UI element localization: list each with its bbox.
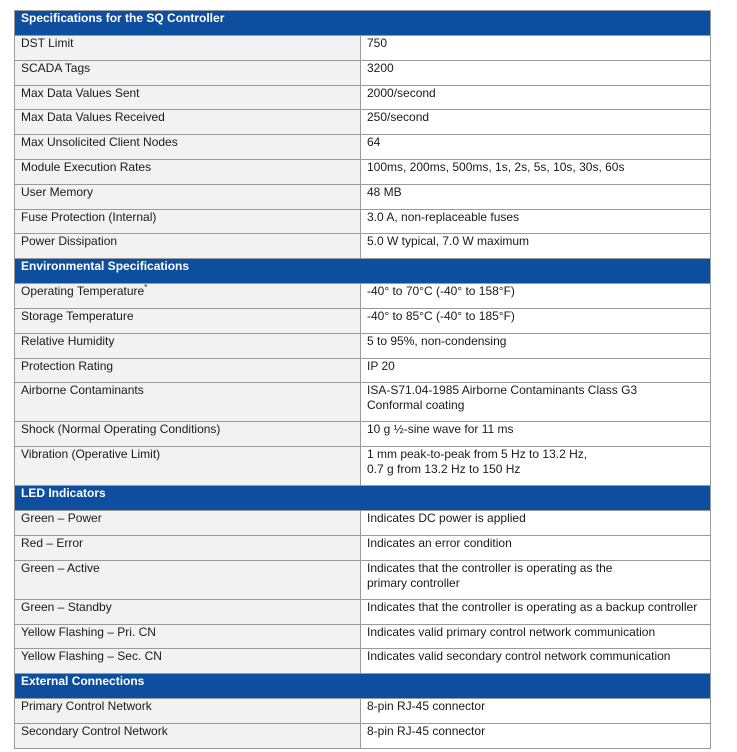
table-row <box>15 333 711 358</box>
spec-label: SCADA Tags <box>21 60 91 75</box>
table-row <box>15 723 711 748</box>
spec-value-line: 100ms, 200ms, 500ms, 1s, 2s, 5s, 10s, 30s, 60s <box>367 159 625 174</box>
spec-label: Airborne Contaminants <box>21 383 144 398</box>
table-row <box>15 649 711 674</box>
spec-label: Storage Temperature <box>21 308 134 323</box>
spec-label: Max Unsolicited Client Nodes <box>21 135 178 150</box>
table-row <box>15 383 711 422</box>
spec-value-cell <box>361 333 711 358</box>
spec-value-cell <box>361 358 711 383</box>
section-title: Specifications for the SQ Controller <box>15 11 711 36</box>
spec-label: Relative Humidity <box>21 333 115 348</box>
spec-label: Power Dissipation <box>21 234 118 249</box>
spec-value-line: Indicates that the controller is operating as the <box>367 560 613 575</box>
table-row <box>15 110 711 135</box>
spec-value-line: -40° to 70°C (-40° to 158°F) <box>367 284 515 299</box>
spec-label-cell <box>15 110 361 135</box>
spec-label-cell <box>15 284 361 309</box>
spec-label: Vibration (Operative Limit) <box>21 447 161 462</box>
spec-value-line: Indicates that the controller is operating as a backup controller <box>367 599 698 614</box>
spec-value-line: Conformal coating <box>367 398 465 413</box>
spec-value-line: Indicates DC power is applied <box>367 511 526 526</box>
spec-value-cell <box>361 599 711 624</box>
section-title: External Connections <box>15 674 711 699</box>
spec-value-line: 48 MB <box>367 184 402 199</box>
table-row <box>15 135 711 160</box>
spec-value-line: 10 g ½-sine wave for 11 ms <box>367 422 514 437</box>
spec-value-line: 0.7 g from 13.2 Hz to 150 Hz <box>367 462 521 477</box>
spec-label-cell <box>15 560 361 599</box>
spec-label: User Memory <box>21 184 94 199</box>
spec-label-cell <box>15 234 361 259</box>
spec-value-cell <box>361 511 711 536</box>
spec-label: Fuse Protection (Internal) <box>21 209 157 224</box>
spec-value-cell <box>361 184 711 209</box>
spec-label: Green – Active <box>21 560 100 575</box>
spec-label: Shock (Normal Operating Conditions) <box>21 422 221 437</box>
spec-label: Operating Temperature <box>21 284 145 299</box>
spec-value-cell <box>361 624 711 649</box>
spec-value-line: Indicates valid primary control network communication <box>367 624 656 639</box>
spec-label-cell <box>15 333 361 358</box>
spec-label-cell <box>15 447 361 486</box>
spec-label-cell <box>15 85 361 110</box>
spec-value-cell <box>361 422 711 447</box>
spec-value-line: 2000/second <box>367 85 436 100</box>
spec-value-line: IP 20 <box>367 358 395 373</box>
spec-label-cell <box>15 723 361 748</box>
spec-label: Primary Control Network <box>21 699 152 714</box>
section-title: LED Indicators <box>15 486 711 511</box>
spec-label: Max Data Values Sent <box>21 85 140 100</box>
spec-value-line: 64 <box>367 135 381 150</box>
spec-value-line: 8-pin RJ-45 connector <box>367 699 486 714</box>
spec-value-line: -40° to 85°C (-40° to 185°F) <box>367 308 515 323</box>
spec-label-cell <box>15 308 361 333</box>
spec-label-cell <box>15 535 361 560</box>
table-row <box>15 209 711 234</box>
spec-value-line: 750 <box>367 36 388 50</box>
spec-label: Max Data Values Received <box>21 110 165 125</box>
table-row <box>15 599 711 624</box>
spec-value-line: primary controller <box>367 575 460 590</box>
table-row <box>15 184 711 209</box>
spec-value-line: 250/second <box>367 110 430 125</box>
spec-value-line: Indicates an error condition <box>367 535 512 550</box>
spec-label: Yellow Flashing – Pri. CN <box>21 624 156 639</box>
spec-label-cell <box>15 624 361 649</box>
section-header-specifications-for-the-sq-controller <box>15 11 711 36</box>
spec-value-line: ISA-S71.04-1985 Airborne Contaminants Class G3 <box>367 383 638 398</box>
spec-value-cell <box>361 699 711 724</box>
spec-value-cell <box>361 284 711 309</box>
spec-label: Module Execution Rates <box>21 159 152 174</box>
spec-value-cell <box>361 535 711 560</box>
spec-label-cell <box>15 184 361 209</box>
spec-value-cell <box>361 85 711 110</box>
spec-value-cell <box>361 209 711 234</box>
table-row <box>15 284 711 309</box>
table-row <box>15 60 711 85</box>
spec-label-cell <box>15 135 361 160</box>
spec-label-cell <box>15 422 361 447</box>
spec-label: Green – Standby <box>21 599 112 614</box>
specifications-table <box>14 10 711 749</box>
spec-label-cell <box>15 209 361 234</box>
spec-value-cell <box>361 308 711 333</box>
spec-label-cell <box>15 60 361 85</box>
spec-value-line: 8-pin RJ-45 connector <box>367 723 486 738</box>
spec-label: Secondary Control Network <box>21 723 168 738</box>
spec-value-line: 5.0 W typical, 7.0 W maximum <box>367 234 530 249</box>
spec-value-cell <box>361 159 711 184</box>
spec-label-cell <box>15 699 361 724</box>
table-row <box>15 36 711 61</box>
table-row <box>15 624 711 649</box>
spec-value-cell <box>361 383 711 422</box>
spec-label-cell <box>15 511 361 536</box>
spec-value-line: Indicates valid secondary control network communication <box>367 649 671 664</box>
spec-value-cell <box>361 36 711 61</box>
section-title: Environmental Specifications <box>15 259 711 284</box>
spec-value-line: 1 mm peak-to-peak from 5 Hz to 13.2 Hz, <box>367 447 588 462</box>
table-row <box>15 159 711 184</box>
spec-label-cell <box>15 159 361 184</box>
table-row <box>15 535 711 560</box>
spec-value-cell <box>361 234 711 259</box>
spec-label-cell <box>15 383 361 422</box>
spec-value-cell <box>361 649 711 674</box>
spec-label-cell <box>15 649 361 674</box>
spec-value-cell <box>361 110 711 135</box>
table-row <box>15 85 711 110</box>
table-row <box>15 234 711 259</box>
table-row <box>15 447 711 486</box>
spec-label: Red – Error <box>21 535 84 550</box>
spec-label-cell <box>15 599 361 624</box>
section-header-external-connections <box>15 674 711 699</box>
spec-label: DST Limit <box>21 36 74 50</box>
spec-value-line: 3.0 A, non-replaceable fuses <box>367 209 520 224</box>
section-header-led-indicators <box>15 486 711 511</box>
table-row <box>15 511 711 536</box>
spec-value-cell <box>361 60 711 85</box>
table-row <box>15 560 711 599</box>
spec-value-line: 5 to 95%, non-condensing <box>367 333 507 348</box>
table-row <box>15 422 711 447</box>
table-row <box>15 308 711 333</box>
table-row <box>15 699 711 724</box>
spec-value-cell <box>361 560 711 599</box>
spec-label: Yellow Flashing – Sec. CN <box>21 649 162 664</box>
table-row <box>15 358 711 383</box>
spec-label: Green – Power <box>21 511 102 526</box>
specifications-table-body <box>15 11 711 749</box>
spec-value-line: 3200 <box>367 60 394 75</box>
spec-label-cell <box>15 36 361 61</box>
section-header-environmental-specifications <box>15 259 711 284</box>
spec-value-cell <box>361 135 711 160</box>
spec-label-cell <box>15 358 361 383</box>
footnote-marker: * <box>144 283 148 293</box>
spec-value-cell <box>361 447 711 486</box>
spec-label: Protection Rating <box>21 358 114 373</box>
spec-value-cell <box>361 723 711 748</box>
